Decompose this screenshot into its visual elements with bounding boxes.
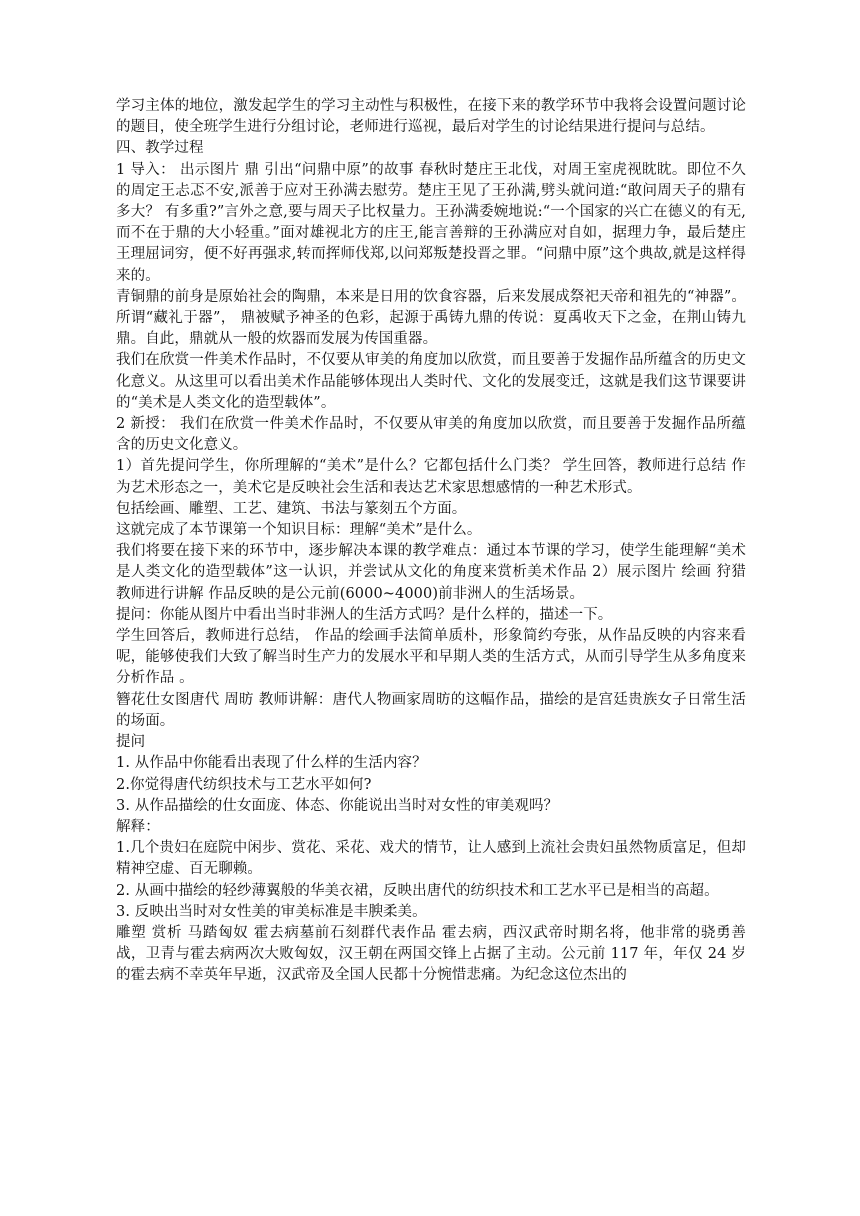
paragraph-bronze-ding: 青铜鼎的前身是原始社会的陶鼎，本来是日用的饮食容器，后来发展成祭祀天帝和祖先的“神器”。所谓“藏礼于器”， 鼎被赋予神圣的色彩，起源于禹铸九鼎的传说：夏禹收天下之金，在荆山铸九鼎。自此，鼎就从一般的炊器而发展为传国重器。 <box>116 288 746 348</box>
paragraph-art-categories: 包括绘画、雕塑、工艺、建筑、书法与篆刻五个方面。 <box>116 500 467 517</box>
section-heading-teaching-process: 四、教学过程 <box>116 140 204 157</box>
list-item-explanation-3: 3. 反映出当时对女性美的审美标准是丰腴柔美。 <box>116 903 427 920</box>
document-body <box>116 96 746 987</box>
paragraph-new-lesson: 2 新授： 我们在欣赏一件美术作品时，不仅要从审美的角度加以欣赏，而且要善于发掘作品所蕴含的历史文化意义。 <box>116 416 746 454</box>
label-question: 提问 <box>116 734 146 751</box>
paragraph-first-objective: 这就完成了本节课第一个知识目标：理解“美术”是什么。 <box>116 522 482 539</box>
paragraph-art-appreciation: 我们在欣赏一件美术作品时，不仅要从审美的角度加以欣赏，而且要善于发掘作品所蕴含的历史文化意义。从这里可以看出美术作品能够体现出人类时代、文化的发展变迁，这就是我们这节课要讲的“美术是人类文化的造型载体”。 <box>116 352 746 411</box>
paragraph-introduction-ding-story: 1 导入： 出示图片 鼎 引出“问鼎中原”的故事 春秋时楚庄王北伐，对周王室虎视眈眈。即位不久的周定王忐忑不安,派善于应对王孙满去慰劳。楚庄王见了王孙满,劈头就问道:“敢问周天子的鼎有多大？ 有多重?”言外之意,要与周天子比权量力。王孙满委婉地说:“一个国家的兴亡在德义的有无,而不在于鼎的大小轻重。”面对雄视北方的庄王,能言善辩的王孙满应对自如，据理力争，最后楚庄王理屈词穷，便不好再强求,转而挥师伐郑,以问郑叛楚投晋之罪。“问鼎中原”这个典故,就是这样得来的。 <box>116 161 746 284</box>
list-item-question-3: 3. 从作品描绘的仕女面庞、体态、你能说出当时对女性的审美观吗？ <box>116 797 559 814</box>
list-item-question-2: 2.你觉得唐代纺织技术与工艺水平如何? <box>116 776 372 793</box>
paragraph-zanhua-painting: 簪花仕女图唐代 周昉 教师讲解：唐代人物画家周昉的这幅作品，描绘的是宫廷贵族女子日常生活的场面。 <box>116 691 746 729</box>
paragraph-intro-continuation: 学习主体的地位，激发起学生的学习主动性与积极性，在接下来的教学环节中我将会设置问题讨论的题目，使全班学生进行分组讨论，老师进行巡视，最后对学生的讨论结果进行提问与总结。 <box>116 98 746 136</box>
list-item-question-1: 1. 从作品中你能看出表现了什么样的生活内容？ <box>116 755 427 772</box>
paragraph-sculpture-horse: 雕塑 赏析 马踏匈奴 霍去病墓前石刻群代表作品 霍去病，西汉武帝时期名将，他非常的骁勇善战，卫青与霍去病两次大败匈奴，汉王朝在两国交锋上占据了主动。公元前 117 年，年仅 24 岁的霍去病不幸英年早逝，汉武帝及全国人民都十分惋惜悲痛。为纪念这位杰出的 <box>116 924 746 984</box>
list-item-explanation-2: 2. 从画中描绘的轻纱薄翼般的华美衣裙，反映出唐代的纺织技术和工艺水平已是相当的高超。 <box>116 882 719 899</box>
label-explanation: 解释： <box>116 818 160 835</box>
paragraph-question-african-life: 提问：你能从图片中看出当时非洲人的生活方式吗？是什么样的，描述一下。 <box>116 606 613 623</box>
list-item-explanation-1: 1.几个贵妇在庭院中闲步、赏花、采花、戏犬的情节，让人感到上流社会贵妇虽然物质富足，但却精神空虚、百无聊赖。 <box>116 840 746 878</box>
paragraph-teaching-difficulty: 我们将要在接下来的环节中，逐步解决本课的教学难点：通过本节课的学习，使学生能理解“美术是人类文化的造型载体”这一认识，并尝试从文化的角度来赏析美术作品 2）展示图片 绘画 狩猎 教师进行讲解 作品反映的是公元前(6000~4000)前非洲人的生活场景。 <box>116 543 746 602</box>
paragraph-teacher-summary: 学生回答后，教师进行总结， 作品的绘画手法简单质朴，形象简约夸张，从作品反映的内容来看呢，能够使我们大致了解当时生产力的发展水平和早期人类的生活方式，从而引导学生从多角度来分析作品 。 <box>116 628 746 687</box>
paragraph-question-what-is-art: 1）首先提问学生，你所理解的“美术”是什么？它都包括什么门类？ 学生回答，教师进行总结 作为艺术形态之一，美术它是反映社会生活和表达艺术家思想感情的一种艺术形式。 <box>116 458 746 496</box>
